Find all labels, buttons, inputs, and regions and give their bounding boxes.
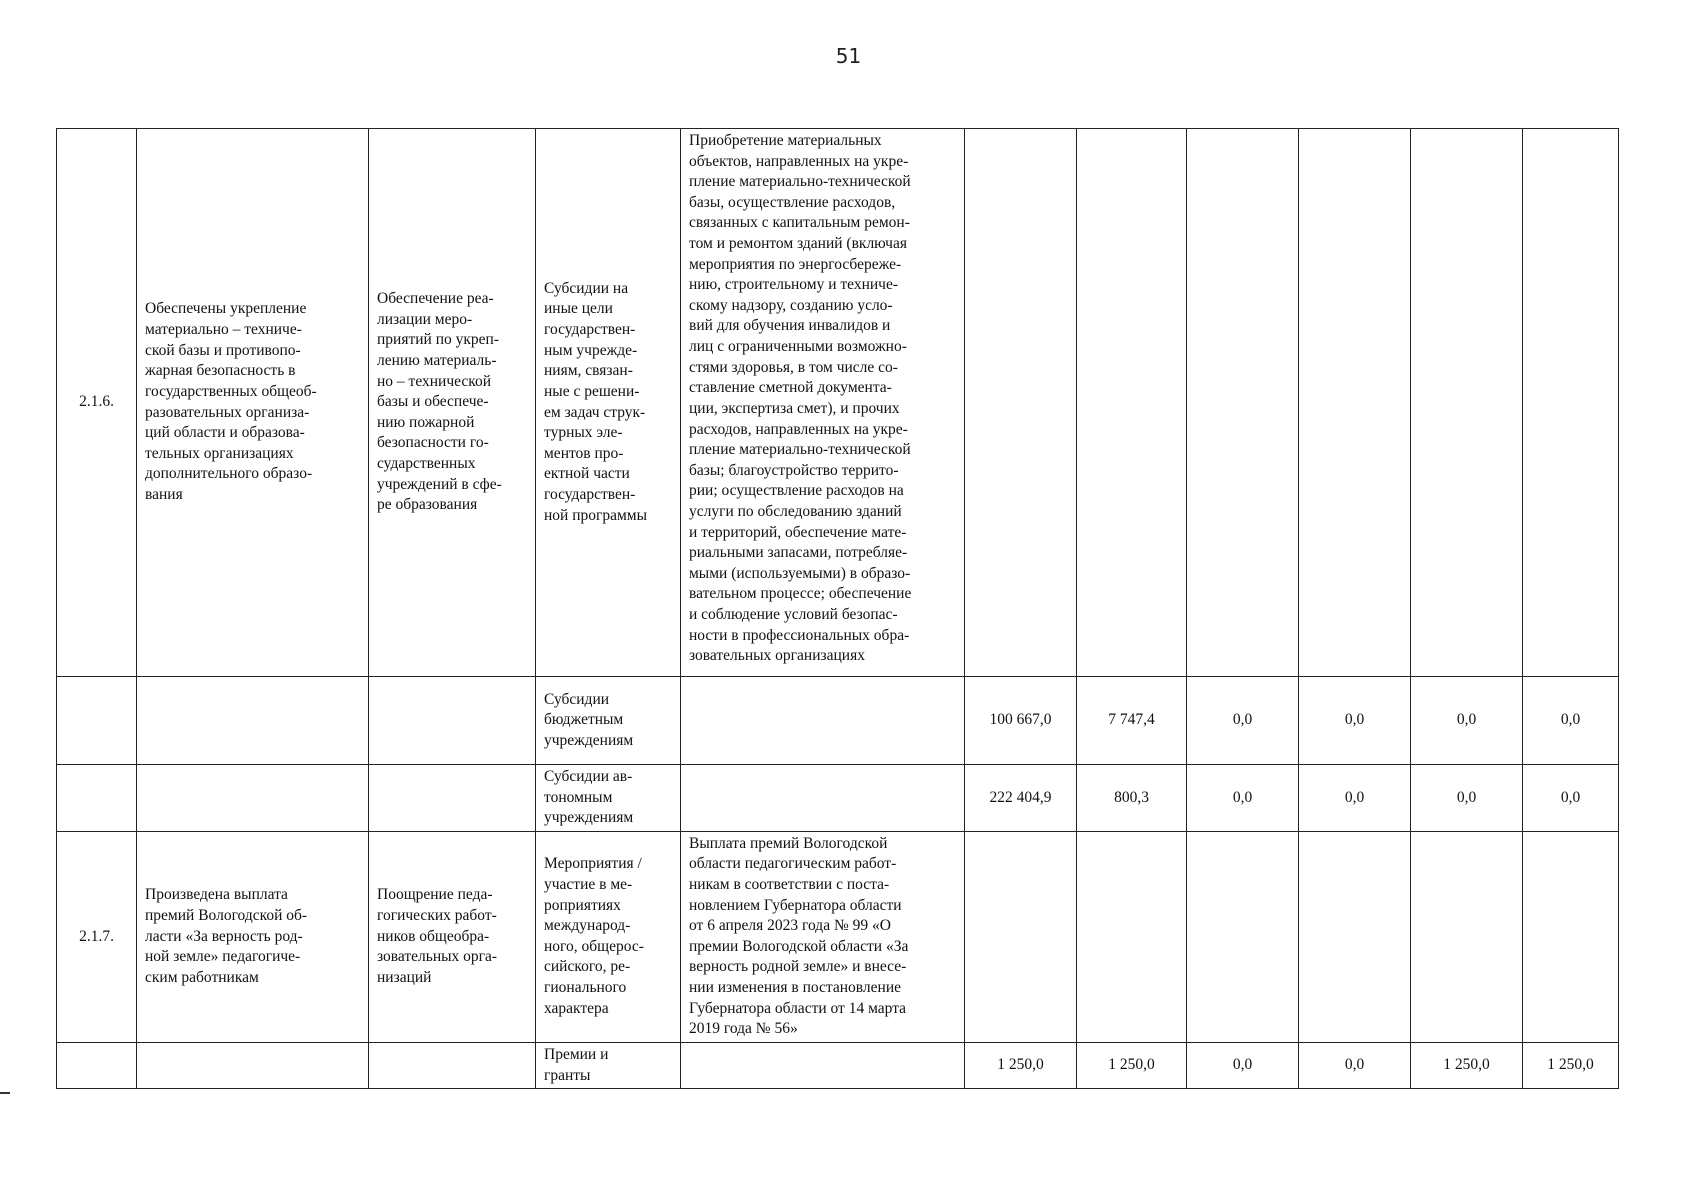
value-cell <box>1187 129 1299 677</box>
value-cell <box>1187 831 1299 1042</box>
value-cell: 1 250,0 <box>965 1042 1077 1088</box>
table-row <box>57 1042 1619 1088</box>
table-row <box>57 677 1619 765</box>
type-cell: Субсидии ав- тономным учреждениям <box>536 765 681 832</box>
description-cell: Приобретение материальных объектов, направленных на укре- пление материально-технической базы, осуществление расходов, связанных с капитальным ремон- том и ремонтом зданий (включая мероприятия по энергосбереже- нию, строительному и техниче- скому надзору, созданию усло- вий для обучения инвалидов и лиц с ограниченными возможно- стями здоровья, в том числе со- ставление сметной документа- ции, экспертиза смет), и прочих расходов, направленных на укре- пление материально-технической базы; благоустройство террито- рии; осуществление расходов на услуги по обследованию зданий и территорий, обеспечение мате- риальными запасами, потребляе- мыми (используемыми) в образо- вательном процессе; обеспечение и соблюдение условий безопас- ности в профессиональных обра- зовательных организациях <box>681 129 965 677</box>
value-cell: 0,0 <box>1187 765 1299 832</box>
value-cell <box>965 129 1077 677</box>
event-cell <box>369 1042 536 1088</box>
value-cell: 0,0 <box>1299 677 1411 765</box>
value-cell: 0,0 <box>1299 765 1411 832</box>
page-number: 51 <box>835 44 862 68</box>
result-cell <box>137 765 369 832</box>
value-cell <box>1523 831 1619 1042</box>
value-cell: 222 404,9 <box>965 765 1077 832</box>
value-cell: 0,0 <box>1411 765 1523 832</box>
row-index: 2.1.7. <box>57 831 137 1042</box>
value-cell: 800,3 <box>1077 765 1187 832</box>
value-cell <box>1411 831 1523 1042</box>
value-cell <box>1299 831 1411 1042</box>
table-row <box>57 831 1619 1042</box>
value-cell: 100 667,0 <box>965 677 1077 765</box>
description-cell: Выплата премий Вологодской области педагогическим работ- никам в соответствии с поста- новлением Губернатора области от 6 апреля 2023 года № 99 «О премии Вологодской области «За верность родной земле» и внесе- нии изменения в постановление Губернатора области от 14 марта 2019 года № 56» <box>681 831 965 1042</box>
value-cell: 0,0 <box>1299 1042 1411 1088</box>
value-cell <box>1299 129 1411 677</box>
margin-dash <box>0 1092 10 1094</box>
value-cell <box>1523 129 1619 677</box>
event-cell: Поощрение педа- гогических работ- ников общеобра- зовательных орга- низаций <box>369 831 536 1042</box>
value-cell: 0,0 <box>1523 765 1619 832</box>
description-cell <box>681 677 965 765</box>
type-cell: Субсидии на иные цели государствен- ным учрежде- ниям, связан- ные с решени- ем задач струк- турных эле- ментов про- ектной части государствен- ной программы <box>536 129 681 677</box>
result-cell: Обеспечены укрепление материально – техниче- ской базы и противопо- жарная безопасность в государственных общеоб- разовательных организа- ций области и образова- тельных организациях дополнительного образо- вания <box>137 129 369 677</box>
value-cell: 7 747,4 <box>1077 677 1187 765</box>
result-cell <box>137 1042 369 1088</box>
row-index <box>57 677 137 765</box>
value-cell <box>965 831 1077 1042</box>
table-row <box>57 765 1619 832</box>
type-cell: Мероприятия / участие в ме- роприятиях международ- ного, общерос- сийского, ре- гионального характера <box>536 831 681 1042</box>
budget-table <box>56 128 1619 1089</box>
event-cell <box>369 677 536 765</box>
value-cell: 0,0 <box>1411 677 1523 765</box>
row-index <box>57 1042 137 1088</box>
result-cell: Произведена выплата премий Вологодской об- ласти «За верность род- ной земле» педагогиче- ским работникам <box>137 831 369 1042</box>
description-cell <box>681 765 965 832</box>
row-index <box>57 765 137 832</box>
description-cell <box>681 1042 965 1088</box>
row-index: 2.1.6. <box>57 129 137 677</box>
value-cell <box>1411 129 1523 677</box>
value-cell <box>1077 831 1187 1042</box>
type-cell: Субсидии бюджетным учреждениям <box>536 677 681 765</box>
value-cell: 0,0 <box>1187 677 1299 765</box>
value-cell: 1 250,0 <box>1411 1042 1523 1088</box>
value-cell: 0,0 <box>1523 677 1619 765</box>
value-cell: 0,0 <box>1187 1042 1299 1088</box>
event-cell <box>369 765 536 832</box>
type-cell: Премии и гранты <box>536 1042 681 1088</box>
result-cell <box>137 677 369 765</box>
table-row <box>57 129 1619 677</box>
value-cell: 1 250,0 <box>1077 1042 1187 1088</box>
event-cell: Обеспечение реа- лизации меро- приятий по укреп- лению материаль- но – технической базы и обеспече- нию пожарной безопасности го- сударственных учреждений в сфе- ре образования <box>369 129 536 677</box>
value-cell <box>1077 129 1187 677</box>
value-cell: 1 250,0 <box>1523 1042 1619 1088</box>
